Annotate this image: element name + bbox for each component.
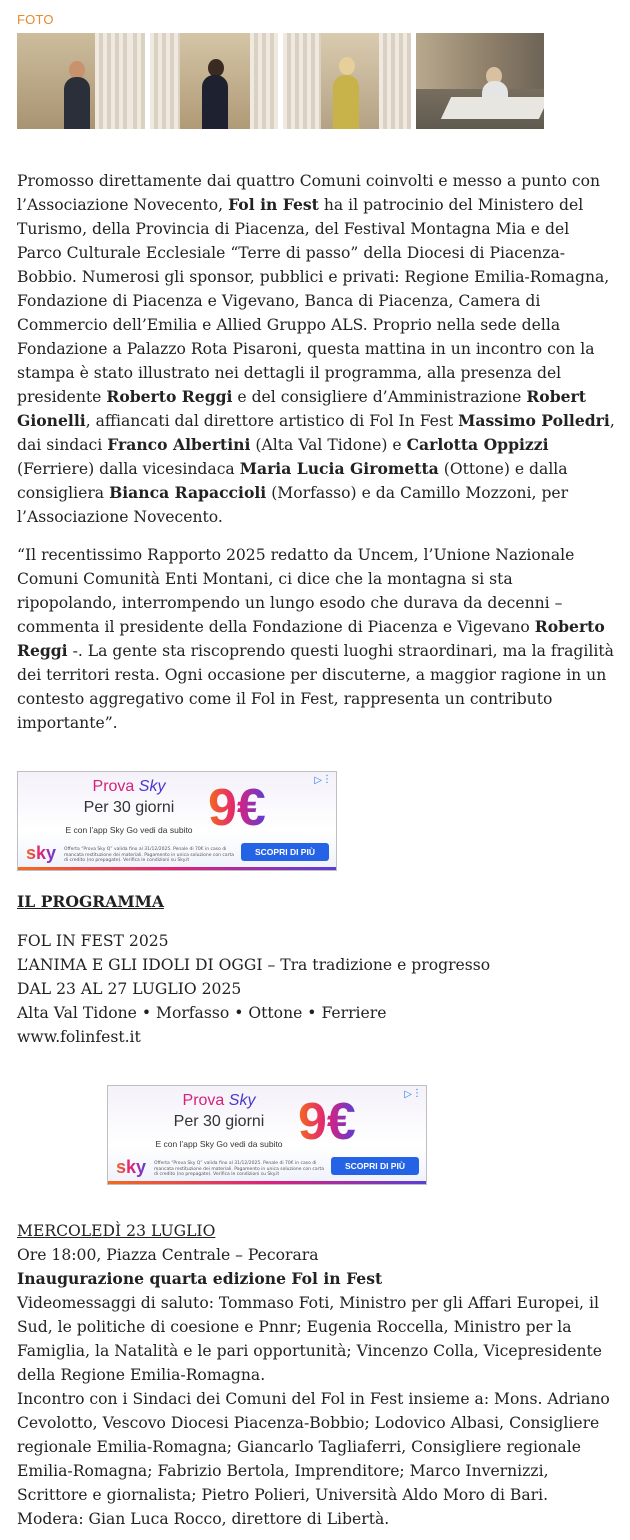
program-heading: IL PROGRAMMA: [17, 892, 164, 911]
bold-name: Roberto Reggi: [17, 617, 605, 660]
ad-cta-button[interactable]: SCOPRI DI PIÙ: [331, 1157, 419, 1175]
more-vertical-icon[interactable]: ⋮: [322, 774, 332, 785]
advertisement-banner-2[interactable]: [107, 1085, 427, 1185]
article-paragraph-1: [17, 169, 615, 529]
text-run: Promosso direttamente dai quattro Comuni coinvolti e messo a punto con l’Associazione Novecento,: [17, 172, 601, 214]
photo-gallery: [17, 33, 544, 129]
sky-logo: sky: [116, 1157, 147, 1177]
sky-logo: sky: [26, 843, 57, 863]
day-description-1: Videomessaggi di saluto: Tommaso Foti, Ministro per gli Affari Europei, il Sud, le politiche di coesione e Pnnr; Eugenia Roccella, Ministro per la Famiglia, la Natalità e le pari opportunità; Vincenzo Colla, Vicepresidente della Regione Emilia-Romagna.: [17, 1294, 603, 1384]
article-paragraph-2: [17, 543, 615, 735]
text-run: e del consigliere d’Amministrazione: [232, 388, 527, 406]
text-run: ha il patrocinio del Ministero del Turismo, della Provincia di Piacenza, del Festival Montagna Mia e del Parco Culturale Ecclesiale “Terre di passo” della Diocesi di Piacenza-Bobbio. Numerosi gli sponsor, pubblici e privati: Regione Emilia-Romagna, Fondazione di Piacenza e Vigevano, Banca di Piacenza, Camera di Commercio dell’Emilia e Allied Gruppo ALS. Proprio nella sede della Fondazione a Palazzo Rota Pisaroni, questa mattina in un incontro con la stampa è stato illustrato nei dettagli il programma, alla presenza del presidente: [17, 196, 610, 406]
bold-name: Franco Albertini: [107, 435, 251, 454]
ad-price: 9€: [208, 779, 266, 837]
program-website-link[interactable]: www.folinfest.it: [17, 1028, 141, 1046]
ad-price: 9€: [298, 1093, 356, 1151]
ad-caption: E con l’app Sky Go vedi da subito: [155, 1139, 283, 1149]
section-label-foto: FOTO: [17, 12, 54, 27]
ad-subheadline: Per 30 giorni: [173, 1113, 265, 1130]
bold-name: Fol in Fest: [228, 195, 319, 214]
text-run: (Ottone) e dalla consigliera: [17, 460, 568, 502]
day-date: MERCOLEDÌ 23 LUGLIO: [17, 1222, 216, 1240]
program-info: [17, 929, 615, 1049]
ad-gradient-bar: [108, 1181, 426, 1184]
ad-cta-button[interactable]: SCOPRI DI PIÙ: [241, 843, 329, 861]
more-vertical-icon[interactable]: ⋮: [412, 1088, 422, 1099]
advertisement-banner-1[interactable]: [17, 771, 337, 871]
program-info-line: FOL IN FEST 2025: [17, 932, 169, 950]
day-description-2: Incontro con i Sindaci dei Comuni del Fol in Fest insieme a: Mons. Adriano Cevolotto, Vescovo Diocesi Piacenza-Bobbio; Lodovico Albasi, Consigliere regionale Emilia-Romagna; Giancarlo Tagliaferri, Consigliere regionale Emilia-Romagna; Fabrizio Bertola, Imprenditore; Marco Invernizzi, Scrittore e giornalista; Pietro Polieri, Università Aldo Moro di Bari. Modera: Gian Luca Rocco, direttore di Libertà.: [17, 1390, 610, 1528]
program-info-line: DAL 23 AL 27 LUGLIO 2025: [17, 980, 242, 998]
ad-fine-print: Offerta “Prova Sky Q” valida fino al 31/12/2025. Penale di 70€ in caso di mancata restituzione dei materiali. Pagamento in unica soluzione con carta di credito (no prepagate). Verifica le condizioni su Sky.it: [154, 1161, 325, 1177]
program-info-line: Alta Val Tidone • Morfasso • Ottone • Ferriere: [17, 1004, 387, 1022]
program-day-1: [17, 1219, 615, 1531]
text-run: , dai sindaci: [17, 412, 615, 454]
bold-name: Carlotta Oppizzi: [406, 435, 549, 454]
ad-caption: E con l’app Sky Go vedi da subito: [65, 825, 193, 835]
text-run: -. La gente sta riscoprendo questi luoghi straordinari, ma la fragilità dei territori resta. Ogni occasione per discuterne, a maggior ragione in un contesto aggregativo come il Fol in Fest, rappresenta un contributo importante”.: [17, 642, 614, 732]
gallery-thumb-4[interactable]: [416, 33, 544, 129]
gallery-thumb-3[interactable]: [283, 33, 411, 129]
bold-name: Bianca Rapaccioli: [109, 483, 267, 502]
text-run: , affiancati dal direttore artistico di Fol In Fest: [85, 412, 459, 430]
ad-headline: Prova Sky: [92, 778, 166, 795]
text-run: (Alta Val Tidone) e: [250, 436, 407, 454]
adchoices-icon[interactable]: ▷: [314, 775, 322, 786]
day-time-place: Ore 18:00, Piazza Centrale – Pecorara: [17, 1246, 319, 1264]
ad-gradient-bar: [18, 867, 336, 870]
ad-fine-print: Offerta “Prova Sky Q” valida fino al 31/12/2025. Penale di 70€ in caso di mancata restituzione dei materiali. Pagamento in unica soluzione con carta di credito (no prepagate). Verifica le condizioni su Sky.it: [64, 847, 235, 863]
gallery-thumb-2[interactable]: [150, 33, 278, 129]
bold-name: Roberto Reggi: [106, 387, 233, 406]
bold-name: Robert Gionelli: [17, 387, 586, 430]
text-run: (Ferriere) dalla vicesindaca: [17, 460, 240, 478]
bold-name: Massimo Polledri: [458, 411, 610, 430]
bold-name: Maria Lucia Girometta: [239, 459, 439, 478]
ad-headline: Prova Sky: [182, 1092, 256, 1109]
day-event-title: Inaugurazione quarta edizione Fol in Fest: [17, 1269, 383, 1288]
gallery-thumb-1[interactable]: [17, 33, 145, 129]
text-run: “Il recentissimo Rapporto 2025 redatto da Uncem, l’Unione Nazionale Comuni Comunità Enti Montani, ci dice che la montagna si sta ripopolando, interrompendo un lungo esodo che durava da decenni – commenta il presidente della Fondazione di Piacenza e Vigevano: [17, 546, 575, 636]
text-run: (Morfasso) e da Camillo Mozzoni, per l’Associazione Novecento.: [17, 484, 569, 526]
ad-subheadline: Per 30 giorni: [83, 799, 175, 816]
adchoices-icon[interactable]: ▷: [404, 1089, 412, 1100]
program-info-line: L’ANIMA E GLI IDOLI DI OGGI – Tra tradizione e progresso: [17, 956, 491, 974]
